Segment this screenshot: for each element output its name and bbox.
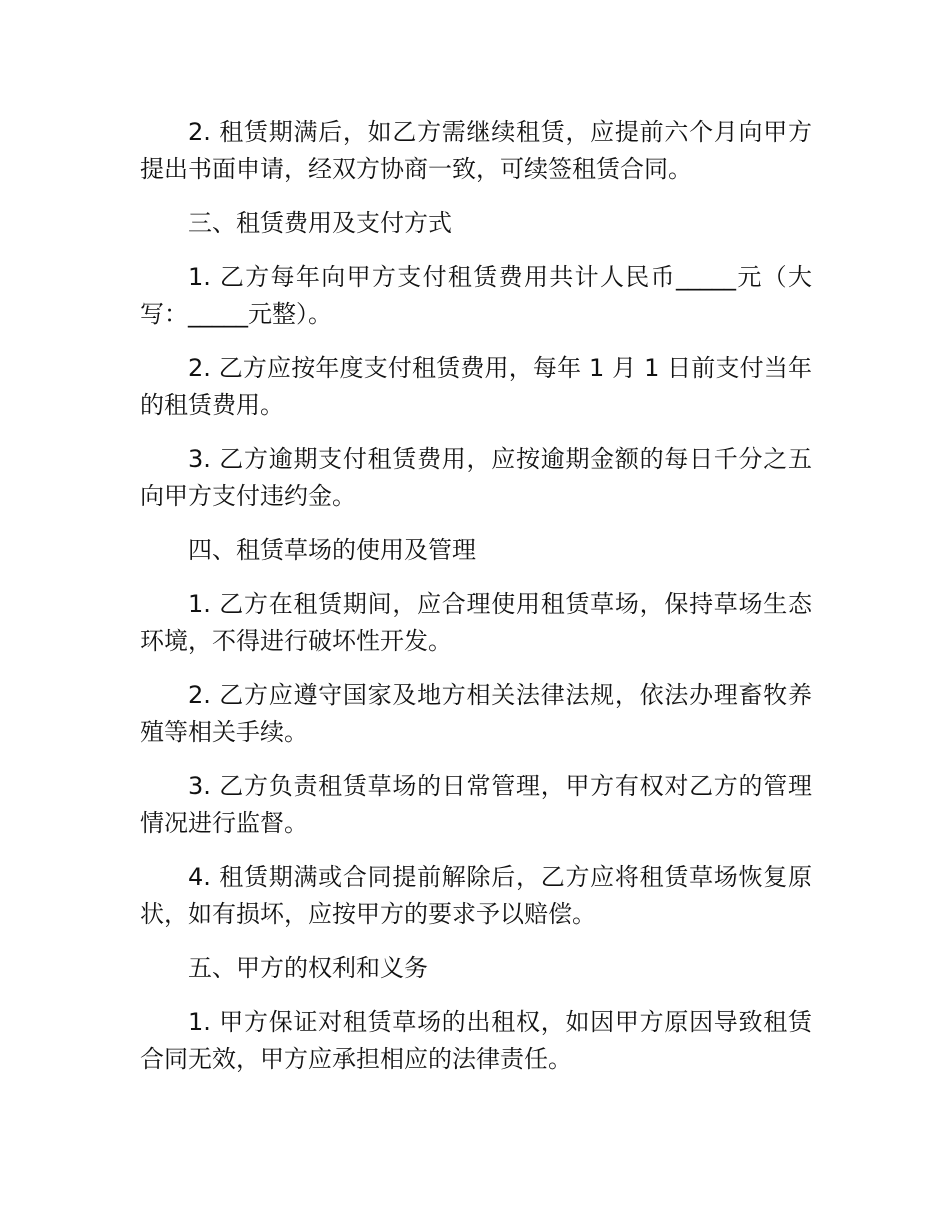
clause-3-1-rent-amount: 1. 乙方每年向甲方支付租赁费用共计人民币_____元（大写：_____元整）。 (140, 263, 812, 328)
clause-4-2-legal-compliance: 2. 乙方应遵守国家及地方相关法律法规，依法办理畜牧养殖等相关手续。 (140, 681, 812, 746)
clause-3-3-late-penalty: 3. 乙方逾期支付租赁费用，应按逾期金额的每日千分之五向甲方支付违约金。 (140, 445, 812, 510)
document-page (140, 114, 812, 1095)
section-heading-4-use-management: 四、租赁草场的使用及管理 (188, 536, 476, 564)
clause-4-1-reasonable-use: 1. 乙方在租赁期间，应合理使用租赁草场，保持草场生态环境，不得进行破坏性开发。 (140, 590, 812, 655)
clause-5-1-leasing-right: 1. 甲方保证对租赁草场的出租权，如因甲方原因导致租赁合同无效，甲方应承担相应的法律责任。 (140, 1008, 812, 1073)
clause-4-3-daily-management: 3. 乙方负责租赁草场的日常管理，甲方有权对乙方的管理情况进行监督。 (140, 772, 812, 837)
clause-4-4-restoration: 4. 租赁期满或合同提前解除后，乙方应将租赁草场恢复原状，如有损坏，应按甲方的要求予以赔偿。 (140, 863, 812, 928)
clause-3-2-annual-payment: 2. 乙方应按年度支付租赁费用，每年 1 月 1 日前支付当年的租赁费用。 (140, 354, 812, 419)
section-heading-3-rent-payment: 三、租赁费用及支付方式 (188, 209, 452, 237)
clause-2-2-renewal: 2. 租赁期满后，如乙方需继续租赁，应提前六个月向甲方提出书面申请，经双方协商一致，可续签租赁合同。 (140, 118, 812, 183)
section-heading-5-lessor-rights: 五、甲方的权利和义务 (188, 954, 428, 982)
